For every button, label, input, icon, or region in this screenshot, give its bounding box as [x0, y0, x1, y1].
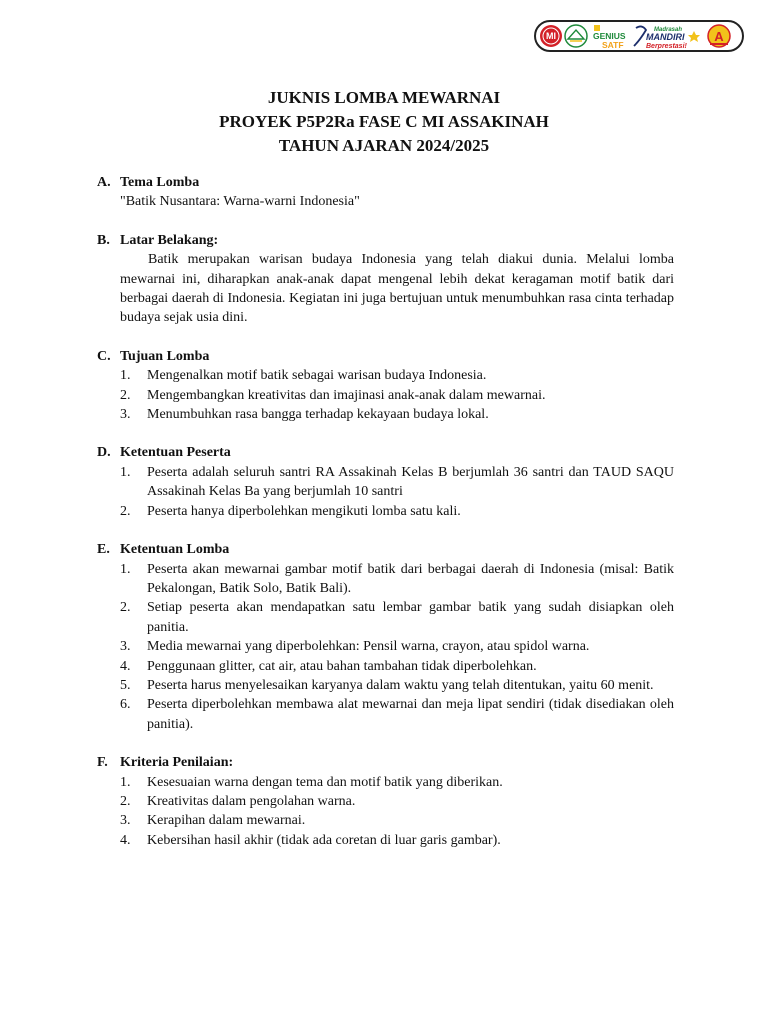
- section-paragraph: Batik merupakan warisan budaya Indonesia yang telah diakui dunia. Melalui lomba mewarnai ini, diharapkan anak-anak dapat mengenal lebih dekat keragaman motif batik dari berbagai daerah di Indonesia. Kegiatan ini juga bertujuan untuk menumbuhkan rasa cinta terhadap budaya sejak usia dini.: [120, 252, 674, 326]
- list-item: [120, 386, 674, 405]
- numbered-list: [97, 773, 674, 851]
- section-heading: [97, 753, 674, 772]
- section-letter: E.: [97, 542, 110, 558]
- document-title: [0, 86, 768, 158]
- list-item: [120, 657, 674, 676]
- section-letter: A.: [97, 175, 111, 190]
- header-logo-badge: [534, 20, 744, 52]
- list-item: [120, 502, 674, 521]
- section-tujuan-lomba: [97, 347, 674, 425]
- accreditation-a-logo: [708, 25, 730, 47]
- item-number: 1.: [120, 774, 131, 790]
- section-title: Tema Lomba: [120, 175, 200, 190]
- list-item: [120, 560, 674, 599]
- numbered-list: [97, 463, 674, 521]
- item-text: Setiap peserta akan mendapatkan satu lembar gambar batik yang sudah disiapkan oleh panitia.: [147, 600, 674, 635]
- title-line-1: JUKNIS LOMBA MEWARNAI: [267, 88, 501, 107]
- section-heading: [97, 540, 674, 559]
- mandiri-logo: [634, 26, 700, 50]
- accreditation-text: A: [714, 29, 724, 44]
- title-line-2: PROYEK P5P2Ra FASE C MI ASSAKINAH: [219, 112, 549, 131]
- item-number: 2.: [120, 600, 131, 616]
- section-letter: B.: [97, 232, 110, 248]
- section-ketentuan-lomba: [97, 540, 674, 734]
- item-text: Peserta adalah seluruh santri RA Assakinah Kelas B berjumlah 36 santri dan TAUD SAQU Assakinah Kelas Ba yang berjumlah 10 santri: [147, 464, 674, 500]
- list-item: [120, 463, 674, 502]
- item-number: 6.: [120, 697, 131, 713]
- item-text: Peserta hanya diperbolehkan mengikuti lomba satu kali.: [147, 503, 461, 519]
- item-text: Peserta akan mewarnai gambar motif batik dari berbagai daerah di Indonesia (misal: Batik Pekalongan, Batik Solo, Batik Bali).: [147, 561, 674, 596]
- berprestasi-text: Berprestasi!: [646, 43, 687, 50]
- star-icon: [688, 31, 700, 42]
- madrasah-text: Madrasah: [654, 27, 683, 33]
- satf-text: SATF: [602, 40, 624, 50]
- item-number: 1.: [120, 561, 131, 577]
- list-item: [120, 366, 674, 385]
- section-title: Ketentuan Lomba: [120, 542, 230, 558]
- item-number: 3.: [120, 813, 131, 829]
- genius-satf-logo: [593, 25, 626, 50]
- section-title: Latar Belakang:: [120, 232, 219, 248]
- item-number: 4.: [120, 658, 131, 674]
- list-item: [120, 598, 674, 637]
- section-letter: F.: [97, 755, 108, 771]
- list-item: [120, 811, 674, 830]
- title-line-3: TAHUN AJARAN 2024/2025: [278, 136, 490, 155]
- item-text: Kreativitas dalam pengolahan warna.: [147, 793, 356, 809]
- section-letter: D.: [97, 445, 111, 461]
- list-item: [120, 695, 674, 734]
- section-title: Tujuan Lomba: [120, 348, 210, 364]
- item-number: 2.: [120, 387, 131, 403]
- section-ketentuan-peserta: [97, 443, 674, 521]
- genius-text: GENIUS: [593, 31, 626, 41]
- section-title: Ketentuan Peserta: [120, 445, 231, 461]
- item-number: 4.: [120, 832, 131, 848]
- item-text: Mengenalkan motif batik sebagai warisan budaya Indonesia.: [147, 368, 487, 384]
- numbered-list: [97, 560, 674, 735]
- item-text: Penggunaan glitter, cat air, atau bahan tambahan tidak diperbolehkan.: [147, 658, 537, 674]
- list-item: [120, 792, 674, 811]
- section-tema-lomba: [97, 173, 674, 212]
- list-item: [120, 676, 674, 695]
- item-number: 2.: [120, 503, 131, 519]
- item-text: Kebersihan hasil akhir (tidak ada coretan di luar garis gambar).: [147, 832, 501, 848]
- section-heading: [97, 231, 674, 250]
- mi-logo: [540, 25, 562, 47]
- item-text: Media mewarnai yang diperbolehkan: Pensil warna, crayon, atau spidol warna.: [147, 639, 590, 655]
- item-text: Kerapihan dalam mewarnai.: [147, 813, 306, 829]
- item-number: 2.: [120, 793, 131, 809]
- section-heading: [97, 347, 674, 366]
- item-text: Peserta harus menyelesaikan karyanya dalam waktu yang telah ditentukan, yaitu 60 menit.: [147, 677, 654, 693]
- madrasah-emblem: [565, 25, 587, 47]
- section-latar-belakang: [97, 231, 674, 328]
- item-number: 3.: [120, 407, 131, 423]
- mandiri-text: MANDIRI: [646, 32, 685, 42]
- section-kriteria-penilaian: [97, 753, 674, 850]
- item-text: Menumbuhkan rasa bangga terhadap kekayaan budaya lokal.: [147, 407, 489, 423]
- list-item: [120, 831, 674, 850]
- item-number: 1.: [120, 464, 131, 480]
- numbered-list: [97, 366, 674, 424]
- item-text: Kesesuaian warna dengan tema dan motif batik yang diberikan.: [147, 774, 503, 790]
- document-body: [97, 173, 674, 869]
- section-letter: C.: [97, 348, 111, 364]
- section-text: "Batik Nusantara: Warna-warni Indonesia": [120, 194, 360, 210]
- list-item: [120, 405, 674, 424]
- item-text: Mengembangkan kreativitas dan imajinasi anak-anak dalam mewarnai.: [147, 387, 546, 403]
- item-number: 1.: [120, 368, 131, 384]
- section-heading: [97, 173, 674, 192]
- list-item: [120, 773, 674, 792]
- logo-strip: [536, 22, 742, 50]
- item-number: 5.: [120, 677, 131, 693]
- item-number: 3.: [120, 639, 131, 655]
- item-text: Peserta diperbolehkan membawa alat mewarnai dan meja lipat sendiri (tidak disediakan oleh panitia).: [147, 697, 674, 732]
- mi-logo-text: MI: [546, 31, 556, 41]
- section-title: Kriteria Penilaian:: [120, 755, 234, 771]
- section-heading: [97, 443, 674, 462]
- list-item: [120, 637, 674, 656]
